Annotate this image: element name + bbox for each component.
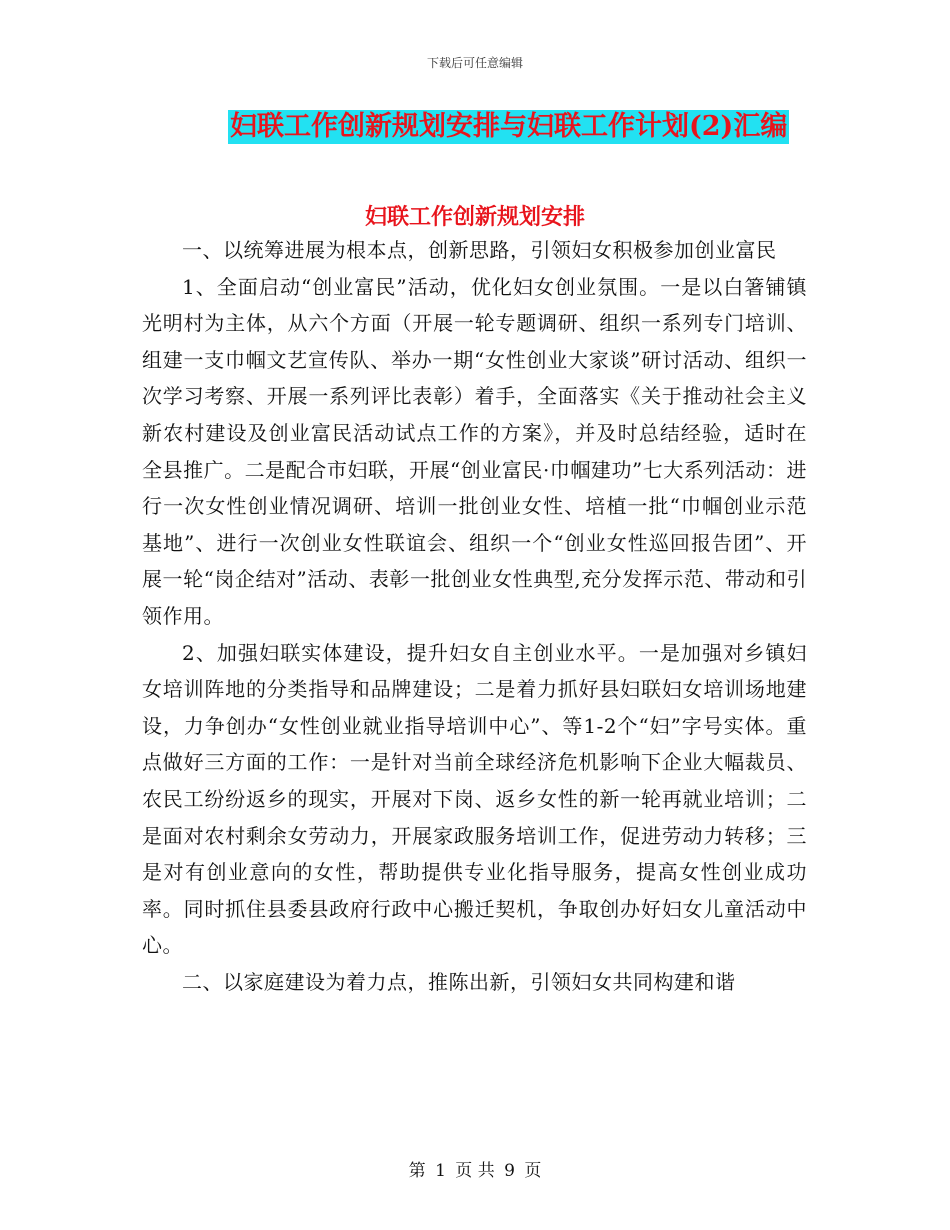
page-number: 1 [435,1161,446,1181]
page-prefix: 第 [408,1161,426,1181]
header-note: 下载后可任意编辑 [426,56,523,70]
paragraph: 一、以统筹进展为根本点，创新思路，引领妇女积极参加创业富民 [182,238,777,262]
document-title: 妇联工作创新规划安排与妇联工作计划(2)汇编 [230,111,788,142]
section-title: 妇联工作创新规划安排 [364,204,585,230]
paragraph: 二、以家庭建设为着力点，推陈出新，引领妇女共同构建和谐 [182,969,736,994]
page-total: 9 [504,1161,515,1181]
page-middle: 页 共 [455,1161,495,1181]
paragraph: 2、加强妇联实体建设，提升妇女自主创业水平。一是加强对乡镇妇女培训阵地的分类指导和品牌建设；二是着力抓好县妇联妇女培训场地建设，力争创办“女性创业就业指导培训中心”、等1-2个“妇”字号实体。重点做好三方面的工作：一是针对当前全球经济危机影响下企业大幅裁员、农民工纷纷返乡的现实，开展对下岗、返乡女性的新一轮再就业培训；二是面对农村剩余女劳动力，开展家政服务培训工作，促进劳动力转移；三是对有创业意向的女性，帮助提供专业化指导服务，提高女性创业成功率。同时抓住县委县政府行政中心搬迁契机，争取创办好妇女儿童活动中心。 [142,640,807,958]
page-suffix: 页 [524,1161,542,1181]
document-body [142,232,807,1000]
page-footer [0,1156,950,1181]
paragraph: 1、全面启动“创业富民”活动，优化妇女创业氛围。一是以白箸铺镇光明村为主体，从六个方面（开展一轮专题调研、组织一系列专门培训、组建一支巾帼文艺宣传队、举办一期“女性创业大家谈”研讨活动、组织一次学习考察、开展一系列评比表彰）着手，全面落实《关于推动社会主义新农村建设及创业富民活动试点工作的方案》，并及时总结经验，适时在全县推广。二是配合市妇联，开展“创业富民·巾帼建功”七大系列活动：进行一次女性创业情况调研、培训一批创业女性、培植一批“巾帼创业示范基地”、进行一次创业女性联谊会、组织一个“创业女性巡回报告团”、开展一轮“岗企结对”活动、表彰一批创业女性典型,充分发挥示范、带动和引领作用。 [142,274,807,628]
